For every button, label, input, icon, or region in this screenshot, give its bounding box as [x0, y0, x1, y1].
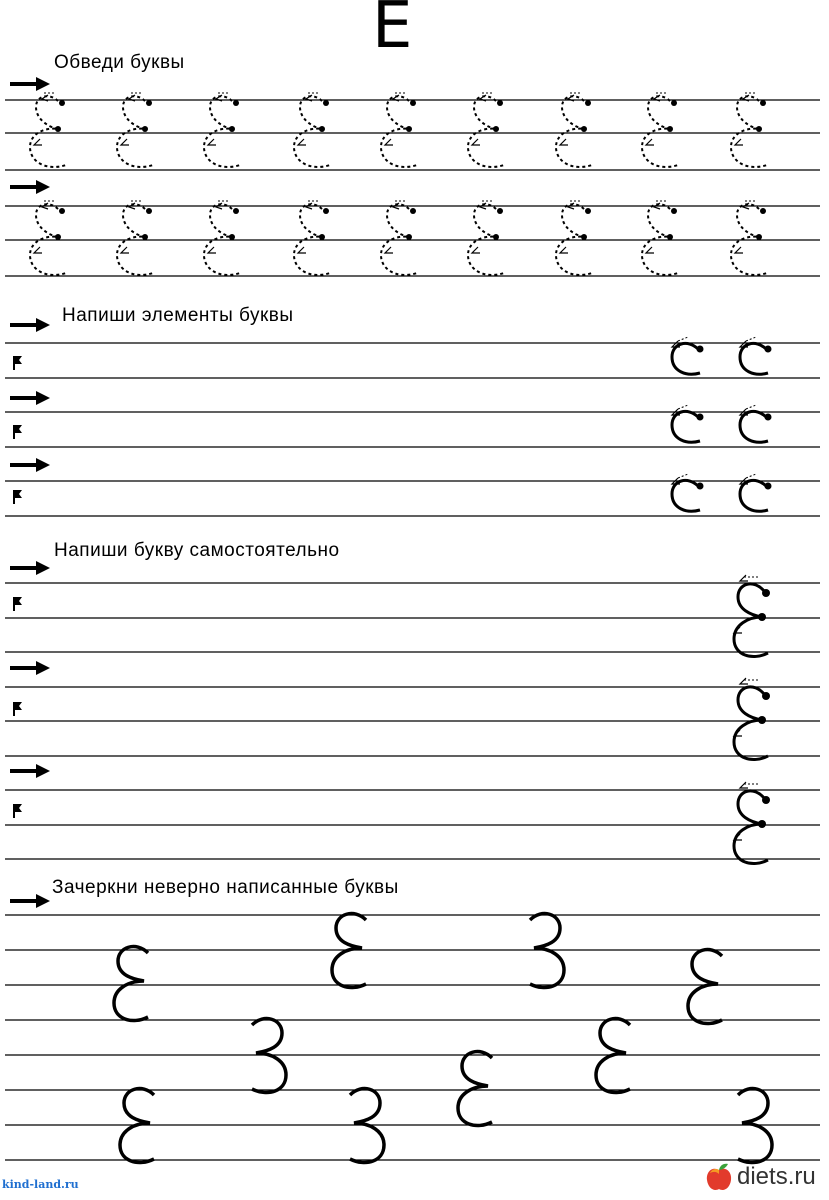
watermark-diets	[706, 1162, 816, 1192]
arrow-right-icon	[10, 764, 50, 778]
apple-icon	[706, 1162, 732, 1192]
heading-write-independently: Напиши букву самостоятельно	[54, 540, 340, 561]
heading-cross-out: Зачеркни неверно написанные буквы	[52, 877, 399, 898]
arrow-right-icon	[10, 77, 50, 91]
elements-ruling	[5, 343, 820, 516]
flag-icon	[14, 425, 22, 439]
arrow-right-icon	[10, 318, 50, 332]
arrow-right-icon	[10, 458, 50, 472]
independent-ruling	[5, 583, 820, 859]
flag-icon	[14, 356, 22, 370]
flag-icon	[14, 804, 22, 818]
arrow-right-icon	[10, 561, 50, 575]
trace-ruling	[5, 100, 820, 276]
arrow-right-icon	[10, 180, 50, 194]
flag-icon	[14, 490, 22, 504]
heading-write-elements: Напиши элементы буквы	[62, 305, 294, 326]
flag-icon	[14, 702, 22, 716]
diets-label: diets.ru	[737, 1163, 816, 1190]
flag-icon	[14, 597, 22, 611]
arrow-right-icon	[10, 894, 50, 908]
element-samples	[672, 337, 772, 511]
arrow-right-icon	[10, 391, 50, 405]
watermark-kind-land: kind-land.ru	[2, 1178, 79, 1191]
arrow-right-icon	[10, 661, 50, 675]
heading-trace-letters: Обведи буквы	[54, 52, 185, 73]
page-title: Е	[372, 0, 413, 63]
dotted-letters-row-2	[30, 201, 767, 275]
dotted-letters-row-1	[30, 93, 767, 167]
